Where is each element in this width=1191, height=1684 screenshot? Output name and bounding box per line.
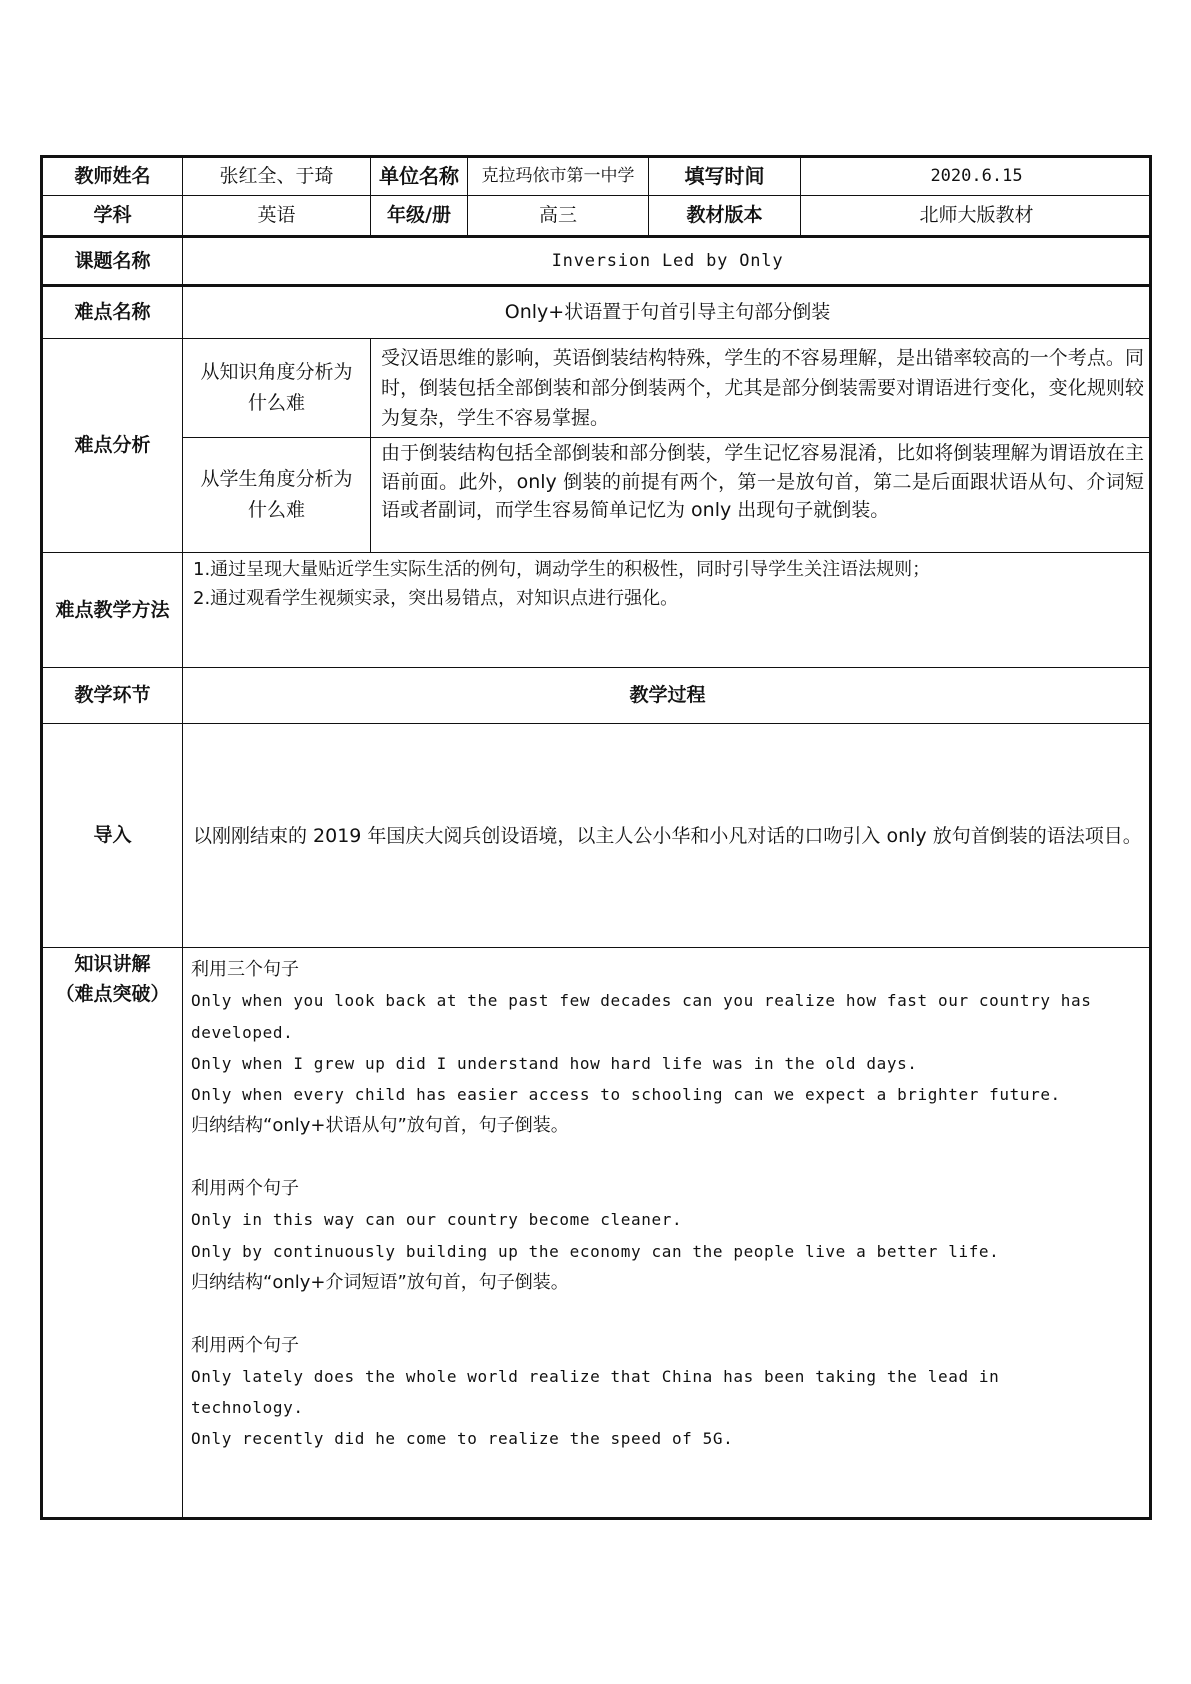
method-content — [183, 553, 1152, 668]
date-value: 2020.6.15 — [801, 158, 1152, 196]
knowledge-line: Only in this way can our country become cleaner. — [191, 1210, 683, 1230]
unit-value: 克拉玛依市第一中学 — [468, 158, 649, 196]
knowledge-line: 利用三个句子 — [191, 959, 299, 980]
knowledge-line: Only lately does the whole world realize that China has been taking the lead in — [191, 1366, 1000, 1386]
subject-value: 英语 — [183, 196, 371, 238]
method-item-1: 1.通过呈现大量贴近学生实际生活的例句，调动学生的积极性，同时引导学生关注语法规则； — [193, 559, 931, 580]
textbook-value: 北师大版教材 — [801, 196, 1152, 238]
topic-value: Inversion Led by Only — [183, 238, 1152, 287]
topic-label: 课题名称 — [43, 238, 183, 287]
student-angle-text: 由于倒装结构包括全部倒装和部分倒装，学生记忆容易混淆，比如将倒装理解为谓语放在主语前面。此外，only 倒装的前提有两个，第一是放句首，第二是后面跟状语从句、介词短语或者副词，而学生容易简单记忆为 only 出现句子就倒装。 — [371, 438, 1152, 553]
method-item-2: 2.通过观看学生视频实录，突出易错点，对知识点进行强化。 — [193, 588, 679, 609]
grade-value: 高三 — [468, 196, 649, 238]
knowledge-angle-text: 受汉语思维的影响，英语倒装结构特殊，学生的不容易理解，是出错率较高的一个考点。同时，倒装包括全部倒装和部分倒装两个，尤其是部分倒装需要对谓语进行变化，变化规则较为复杂，学生不容易掌握。 — [371, 339, 1152, 438]
process-header: 教学过程 — [183, 668, 1152, 724]
knowledge-label — [43, 948, 183, 1520]
knowledge-line: 归纳结构“only+状语从句”放句首，句子倒装。 — [191, 1115, 569, 1137]
knowledge-line: Only when I grew up did I understand how hard life was in the old days. — [191, 1053, 918, 1073]
knowledge-line: Only by continuously building up the economy can the people live a better life. — [191, 1241, 1000, 1261]
knowledge-line: Only recently did he come to realize the speed of 5G. — [191, 1429, 734, 1449]
difficulty-label: 难点名称 — [43, 287, 183, 339]
difficulty-value: Only+状语置于句首引导主句部分倒装 — [183, 287, 1152, 339]
subject-label: 学科 — [43, 196, 183, 238]
knowledge-label-line1: 知识讲解 — [74, 953, 151, 975]
lesson-plan-table — [40, 155, 1152, 1520]
intro-text: 以刚刚结束的 2019 年国庆大阅兵创设语境，以主人公小华和小凡对话的口吻引入 only 放句首倒装的语法项目。 — [183, 724, 1152, 948]
unit-label: 单位名称 — [371, 158, 468, 196]
stage-header: 教学环节 — [43, 668, 183, 724]
teacher-label: 教师姓名 — [43, 158, 183, 196]
knowledge-line: technology. — [191, 1398, 304, 1418]
knowledge-line: Only when you look back at the past few decades can you realize how fast our country has — [191, 991, 1092, 1011]
date-label: 填写时间 — [649, 158, 801, 196]
knowledge-angle-label: 从知识角度分析为什么难 — [183, 339, 371, 438]
knowledge-content — [183, 948, 1152, 1520]
knowledge-line: developed. — [191, 1022, 294, 1042]
student-angle-label: 从学生角度分析为什么难 — [183, 438, 371, 553]
knowledge-line: 归纳结构“only+介词短语”放句首，句子倒装。 — [191, 1271, 569, 1293]
textbook-label: 教材版本 — [649, 196, 801, 238]
knowledge-line: 利用两个句子 — [191, 1178, 299, 1200]
knowledge-line: 利用两个句子 — [191, 1334, 299, 1356]
knowledge-label-line2: （难点突破） — [55, 983, 170, 1005]
method-label: 难点教学方法 — [43, 553, 183, 668]
teacher-value: 张红全、于琦 — [183, 158, 371, 196]
analysis-label: 难点分析 — [43, 339, 183, 553]
knowledge-line: Only when every child has easier access to schooling can we expect a brighter future. — [191, 1085, 1061, 1105]
intro-label: 导入 — [43, 724, 183, 948]
grade-label: 年级/册 — [371, 196, 468, 238]
